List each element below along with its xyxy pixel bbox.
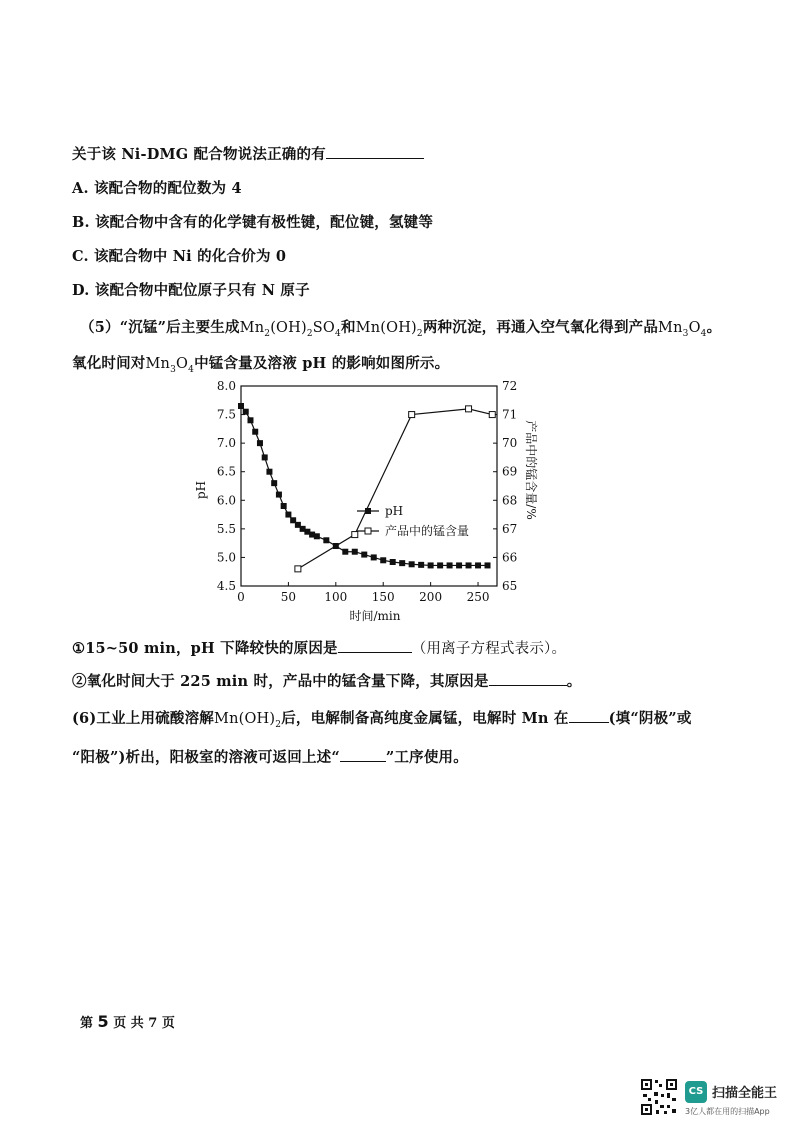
- y-right-tick-label: 65: [502, 579, 518, 593]
- y-right-tick-label: 69: [502, 464, 518, 479]
- data-point: [466, 406, 472, 412]
- data-point: [248, 418, 253, 423]
- data-point: [400, 561, 405, 566]
- part5-line1: （5）“沉锰”后主要生成$Mn_2(OH)_2SO_4$和$Mn(OH)_2$两种沉淀，再通入空气氧化得到产品$Mn_3O_4$。: [80, 319, 722, 339]
- data-point: [489, 412, 495, 418]
- answer-blank[interactable]: [338, 638, 412, 653]
- data-point: [253, 429, 258, 434]
- data-point: [286, 512, 291, 517]
- sub-question-2: ②氧化时间大于 225 min 时，产品中的锰含量下降，其原因是 。: [72, 673, 582, 690]
- y-axis-right-label: 产品中的锰含量/%: [524, 420, 538, 520]
- part6-line1: (6)工业上用硫酸溶解$Mn(OH)_2$后，电解制备高纯度金属锰，电解时 Mn 在 (填“阴极”或: [72, 710, 692, 730]
- series-line-0: [241, 406, 488, 565]
- data-point: [419, 562, 424, 567]
- page-number: 第 5 页 共 7 页: [80, 1012, 175, 1031]
- camscanner-tagline: 3亿人都在用的扫描App: [685, 1107, 770, 1116]
- y-left-tick-label: 8.0: [216, 379, 236, 393]
- answer-blank[interactable]: [340, 747, 386, 762]
- y-left-tick-label: 5.0: [216, 550, 236, 565]
- data-point: [447, 563, 452, 568]
- y-right-tick-label: 68: [502, 493, 518, 508]
- y-left-tick-label: 4.5: [216, 579, 236, 593]
- data-point: [352, 532, 358, 538]
- option-c: C. 该配合物中 Ni 的化合价为 0: [72, 248, 287, 265]
- data-point: [371, 555, 376, 560]
- part6-line2: “阳极”)析出，阳极室的溶液可返回上述“ ”工序使用。: [72, 749, 468, 766]
- data-point: [352, 549, 357, 554]
- y-right-tick-label: 71: [502, 407, 518, 422]
- data-point: [281, 504, 286, 509]
- option-b: B. 该配合物中含有的化学键有极性键，配位键，氢键等: [72, 214, 434, 231]
- x-tick-label: 200: [419, 590, 443, 604]
- y-right-tick-label: 72: [502, 379, 518, 393]
- x-tick-label: 250: [466, 590, 490, 604]
- x-tick-label: 100: [324, 590, 348, 604]
- data-point: [243, 409, 248, 414]
- data-point: [324, 538, 329, 543]
- y-left-tick-label: 7.5: [216, 407, 236, 422]
- data-point: [267, 469, 272, 474]
- y-axis-left-label: pH: [194, 480, 208, 500]
- data-point: [428, 563, 433, 568]
- y-left-tick-label: 6.5: [216, 464, 236, 479]
- data-point: [409, 412, 415, 418]
- y-right-tick-label: 70: [502, 436, 518, 451]
- data-point: [314, 534, 319, 539]
- y-left-tick-label: 6.0: [216, 493, 236, 508]
- data-point: [295, 566, 301, 572]
- data-point: [272, 481, 277, 486]
- answer-blank[interactable]: [489, 671, 567, 686]
- data-point: [476, 563, 481, 568]
- y-left-tick-label: 5.5: [216, 521, 236, 536]
- oxidation-chart: [194, 368, 538, 630]
- x-tick-label: 150: [371, 590, 395, 604]
- option-d: D. 该配合物中配位原子只有 N 原子: [72, 282, 310, 299]
- data-point: [343, 549, 348, 554]
- legend-label: 产品中的锰含量: [385, 524, 470, 538]
- data-point: [438, 563, 443, 568]
- qr-code-icon: [640, 1078, 678, 1116]
- option-a: A. 该配合物的配位数为 4: [72, 180, 242, 197]
- y-right-tick-label: 66: [502, 550, 518, 565]
- y-right-tick-label: 67: [502, 521, 518, 536]
- camscanner-logo: CS: [685, 1081, 707, 1103]
- part5-line2: 氧化时间对$Mn_3O_4$中锰含量及溶液 pH 的影响如图所示。: [72, 355, 450, 375]
- data-point: [262, 455, 267, 460]
- legend-marker: [366, 509, 371, 514]
- data-point: [239, 404, 244, 409]
- data-point: [276, 492, 281, 497]
- question-intro: 关于该 Ni-DMG 配合物说法正确的有: [72, 143, 424, 164]
- data-point: [485, 563, 490, 568]
- data-point: [257, 441, 262, 446]
- series-line-1: [298, 409, 492, 569]
- legend-marker: [365, 528, 371, 534]
- data-point: [390, 560, 395, 565]
- data-point: [381, 558, 386, 563]
- data-point: [409, 562, 414, 567]
- legend-label: pH: [385, 504, 404, 518]
- sub-question-1: ①15~50 min，pH 下降较快的原因是 （用离子方程式表示）。: [72, 640, 567, 657]
- answer-blank[interactable]: [569, 708, 609, 723]
- answer-blank[interactable]: [326, 144, 424, 159]
- y-left-tick-label: 7.0: [216, 436, 236, 451]
- data-point: [457, 563, 462, 568]
- x-axis-label: 时间/min: [349, 609, 401, 623]
- data-point: [466, 563, 471, 568]
- data-point: [362, 552, 367, 557]
- camscanner-name: 扫描全能王: [712, 1086, 778, 1101]
- x-tick-label: 0: [237, 590, 245, 604]
- x-tick-label: 50: [280, 590, 297, 604]
